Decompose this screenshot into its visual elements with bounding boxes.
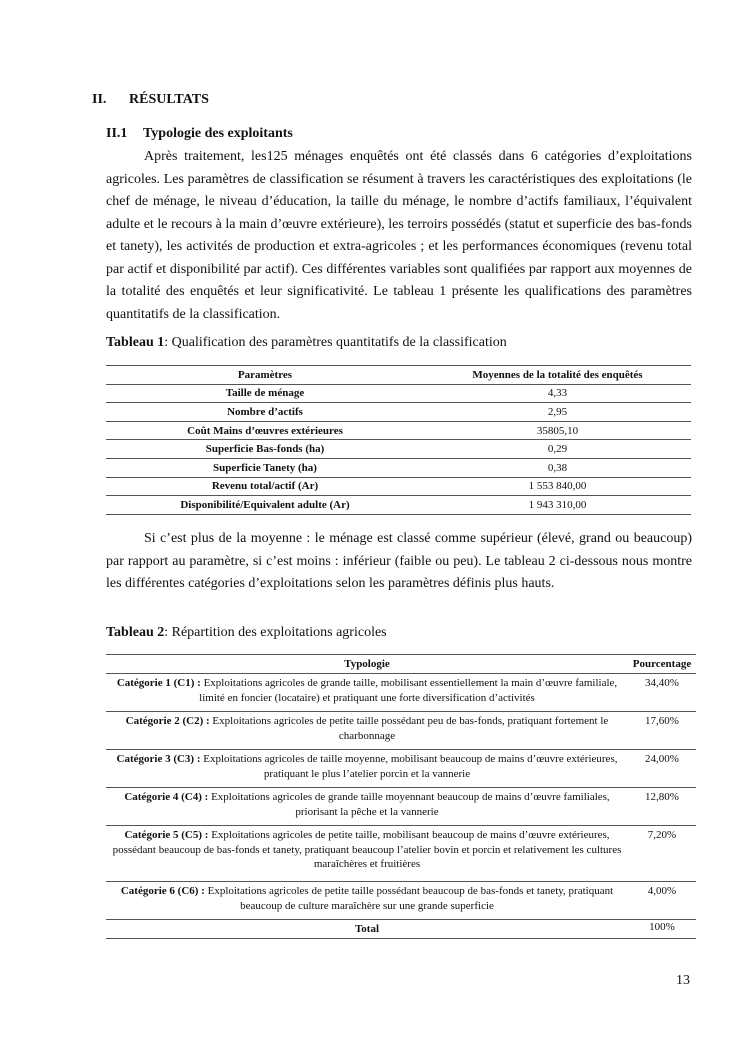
page-number: 13 [676, 973, 690, 988]
table-row [106, 882, 696, 920]
table2-percent-cell: 34,40% [628, 674, 696, 712]
category-description: Exploitations agricoles de petite taille possédant beaucoup de bas-fonds et tanety, pratiquant beaucoup de culture maraîchère sur une grande superficie [207, 885, 614, 912]
table1-param-cell: Revenu total/actif (Ar) [106, 477, 424, 496]
table-row [106, 750, 696, 788]
table1-value-cell: 1 553 840,00 [424, 477, 691, 496]
category-label: Catégorie 5 (C5) : [124, 829, 209, 841]
section-heading [92, 92, 209, 108]
table1-param-cell: Disponibilité/Equivalent adulte (Ar) [106, 496, 424, 515]
table-row [106, 458, 691, 477]
section-number: II. [92, 92, 107, 107]
table2-typology-cell [106, 882, 628, 920]
table-row [106, 826, 696, 882]
category-label: Catégorie 1 (C1) : [116, 677, 201, 689]
table-row [106, 440, 691, 459]
category-description: Exploitations agricoles de grande taille moyennant beaucoup de mains d’œuvre familiales, priorisant la pêche et la vannerie [211, 791, 610, 818]
table-row [106, 788, 696, 826]
table2-typology-cell [106, 788, 628, 826]
table1-value-cell: 0,38 [424, 458, 691, 477]
subsection-number: II.1 [106, 126, 128, 141]
section-title: RÉSULTATS [129, 92, 209, 107]
subsection-title: Typologie des exploitants [143, 126, 293, 141]
table2-header-typologie: Typologie [106, 655, 628, 674]
table1-value-cell: 35805,10 [424, 421, 691, 440]
table1-param-cell: Nombre d’actifs [106, 403, 424, 422]
table1-value-cell: 1 943 310,00 [424, 496, 691, 515]
table1-header-param: Paramètres [106, 366, 424, 385]
table2-typology-cell [106, 826, 628, 882]
table-row [106, 421, 691, 440]
table2-total-row [106, 920, 696, 939]
table2-percent-cell: 17,60% [628, 712, 696, 750]
paragraph-2 [106, 528, 692, 596]
subsection-heading [106, 126, 293, 142]
category-description: Exploitations agricoles de taille moyenne, mobilisant beaucoup de mains d’œuvre extérieures, pratiquant le plus l’atelier porcin et la vannerie [203, 753, 618, 780]
category-description: Exploitations agricoles de petite taille, mobilisant beaucoup de mains d’œuvre extérieures, possédant beaucoup de bas-fonds et tanety, pratiquant beaucoup l’atelier bovin et porcin et relativement les cultures maraîchères et fruitières [112, 829, 622, 870]
table2-percent-cell: 24,00% [628, 750, 696, 788]
paragraph-1-text: Après traitement, les125 ménages enquêtés ont été classés dans 6 catégories d’exploitations agricoles. Les paramètres de classification se résument à travers les caractéristiques des exploitations (le chef de ménage, le niveau d’éducation, la taille du ménage, le nombre d’actifs familiaux, l’équivalent adulte et le recours à la main d’œuvre extérieure), les terroirs possédés (statut et superficie des bas-fonds et tanety), les activités de production et extra-agricoles ; et les performances économiques (revenu total par actif et disponibilité par actif). Ces différentes variables sont qualifiées par rapport aux moyennes de la totalité des enquêtés et leur significativité. Le tableau 1 présente les qualifications des paramètres quantitatifs de la classification. [106, 149, 692, 322]
category-description: Exploitations agricoles de petite taille possédant peu de bas-fonds, pratiquant fortement le charbonnage [212, 715, 609, 742]
table2-percent-cell: 7,20% [628, 826, 696, 882]
table1-header-row [106, 366, 691, 385]
table2-header-row [106, 655, 696, 674]
category-label: Catégorie 6 (C6) : [120, 885, 205, 897]
table2-total-percent: 100% [628, 920, 696, 939]
table1-param-cell: Superficie Bas-fonds (ha) [106, 440, 424, 459]
table-row [106, 384, 691, 403]
paragraph-2-text: Si c’est plus de la moyenne : le ménage est classé comme supérieur (élevé, grand ou beaucoup) par rapport au paramètre, si c’est moins : inférieur (faible ou peu). Le tableau 2 ci-dessous nous montre les différentes catégories d’exploitations selon les paramètres définis plus hauts. [106, 531, 692, 591]
table2-caption-text: : Répartition des exploitations agricoles [164, 625, 387, 640]
table2-typology-cell [106, 674, 628, 712]
table1-value-cell: 2,95 [424, 403, 691, 422]
table2-typology-cell [106, 712, 628, 750]
table2-percent-cell: 12,80% [628, 788, 696, 826]
table1-caption-label: Tableau 1 [106, 335, 165, 350]
table1-header-mean: Moyennes de la totalité des enquêtés [424, 366, 691, 385]
table-row [106, 712, 696, 750]
table1-param-cell: Taille de ménage [106, 384, 424, 403]
category-label: Catégorie 2 (C2) : [125, 715, 210, 727]
table2-total-label: Total [106, 920, 628, 939]
table2-typology-cell [106, 750, 628, 788]
table1-caption-text: : Qualification des paramètres quantitatifs de la classification [164, 335, 507, 350]
paragraph-1 [106, 146, 692, 326]
table2 [106, 654, 696, 939]
table-row [106, 477, 691, 496]
table2-caption [106, 625, 387, 641]
table1-param-cell: Superficie Tanety (ha) [106, 458, 424, 477]
table2-percent-cell: 4,00% [628, 882, 696, 920]
table-row [106, 496, 691, 515]
table-row [106, 674, 696, 712]
table1-value-cell: 0,29 [424, 440, 691, 459]
table1 [106, 365, 691, 515]
table1-param-cell: Coût Mains d’œuvres extérieures [106, 421, 424, 440]
table2-caption-label: Tableau 2 [106, 625, 165, 640]
table1-caption [106, 335, 507, 351]
category-label: Catégorie 4 (C4) : [124, 791, 209, 803]
table2-header-pourcentage: Pourcentage [628, 655, 696, 674]
category-label: Catégorie 3 (C3) : [116, 753, 201, 765]
category-description: Exploitations agricoles de grande taille, mobilisant essentiellement la main d’œuvre familiale, limité en foncier (locataire) et pratiquant une forte diversification d’activités [199, 677, 618, 704]
table-row [106, 403, 691, 422]
table1-value-cell: 4,33 [424, 384, 691, 403]
